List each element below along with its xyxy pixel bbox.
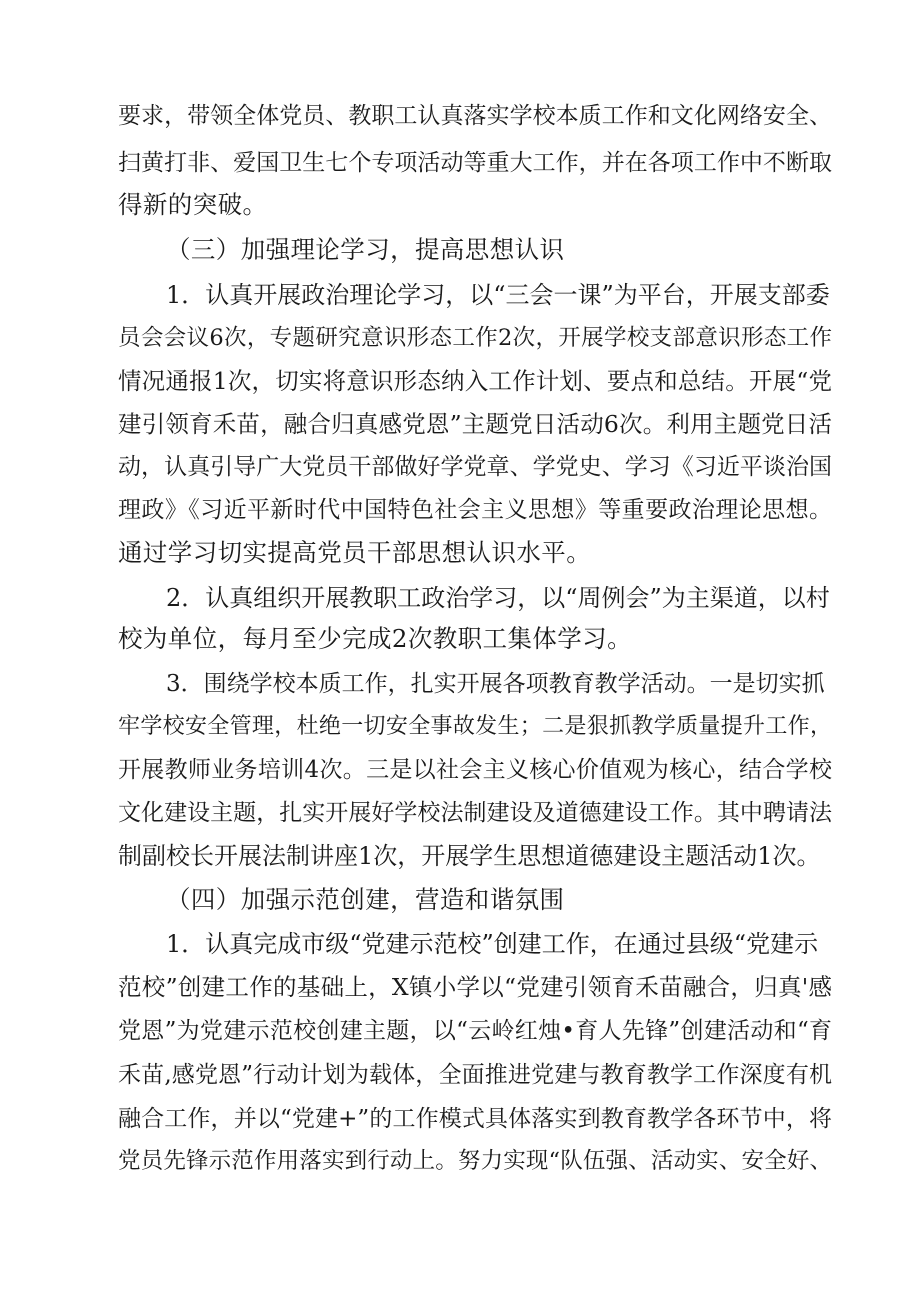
paragraph-line: 扫黄打非、爱国卫生七个专项活动等重大工作，并在各项工作中不断取 [118,150,832,176]
paragraph-line: 范校”创建工作的基础上，X镇小学以“党建引领育禾苗融合，归真'感 [118,973,832,1001]
paragraph-line: 禾苗,感党恩”行动计划为载体，全面推进党建与教育教学工作深度有机 [118,1062,832,1088]
section-heading: （三）加强理论学习，提高思想认识 [166,235,565,264]
paragraph-line: 党恩”为党建示范校创建主题，以“云岭红烛•育人先锋”创建活动和“育 [118,1018,832,1044]
paragraph-line: 开展教师业务培训4次。三是以社会主义核心价值观为核心，结合学校 [118,757,832,783]
paragraph-line: 理政》《习近平新时代中国特色社会主义思想》等重要政治理论思想。 [118,497,832,523]
paragraph-line: 校为单位，每月至少完成2次教职工集体学习。 [118,624,632,653]
paragraph-line: 1．认真开展政治理论学习，以“三会一课”为平台，开展支部委 [166,281,830,309]
paragraph-line: 1．认真完成市级“党建示范校”创建工作，在通过县级“党建示 [166,930,819,958]
paragraph-line: 要求，带领全体党员、教职工认真落实学校本质工作和文化网络安全、 [118,103,832,129]
paragraph-line: 制副校长开展法制讲座1次，开展学生思想道德建设主题活动1次。 [118,842,821,870]
paragraph-line: 牢学校安全管理，杜绝一切安全事故发生；二是狠抓教学质量提升工作， [118,714,832,739]
paragraph-line: 3．围绕学校本质工作，扎实开展各项教育教学活动。一是切实抓 [166,671,825,697]
paragraph-line: 通过学习切实提高党员干部思想认识水平。 [118,538,592,567]
paragraph-line: 得新的突破。 [118,190,268,219]
paragraph-line: 员会会议6次，专题研究意识形态工作2次，开展学校支部意识形态工作 [118,325,832,351]
paragraph-line: 情况通报1次，切实将意识形态纳入工作计划、要点和总结。开展“党 [118,367,832,395]
paragraph-line: 动，认真引导广大党员干部做好学党章、学党史、学习《习近平谈治国 [118,454,832,480]
paragraph-line: 2．认真组织开展教职工政治学习，以“周例会”为主渠道，以村 [166,584,830,612]
paragraph-line: 党员先锋示范作用落实到行动上。努力实现“队伍强、活动实、安全好、 [118,1148,832,1174]
paragraph-line: 建引领育禾苗，融合归真感党恩”主题党日活动6次。利用主题党日活 [118,410,832,438]
paragraph-line: 文化建设主题，扎实开展好学校法制建设及道德建设工作。其中聘请法 [118,800,832,826]
section-heading: （四）加强示范创建，营造和谐氛围 [166,885,565,914]
paragraph-line: 融合工作，并以“党建+”的工作模式具体落实到教育教学各环节中，将 [118,1106,832,1132]
